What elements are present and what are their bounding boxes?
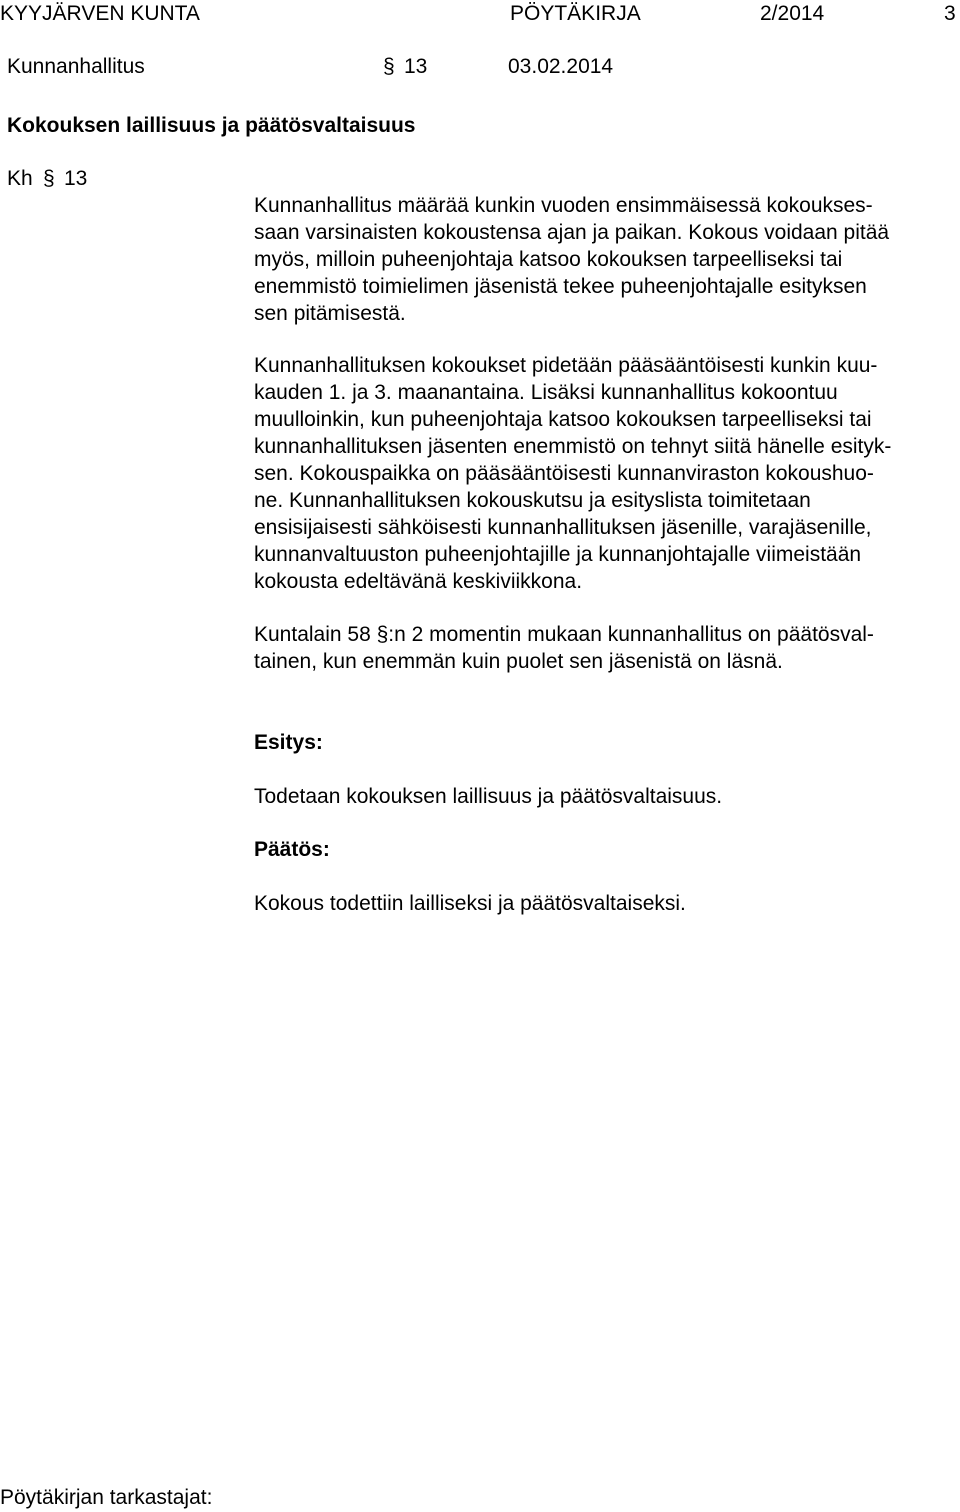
decision-label: Päätös: [254,838,330,861]
section-ref-prefix: Kh [7,167,33,190]
text-line: sen pitämisestä. [254,302,406,325]
text-line: ne. Kunnanhallituksen kokouskutsu ja esityslista toimitetaan [254,489,811,512]
text-line: enemmistö toimielimen jäsenistä tekee puheenjohtajalle esityksen [254,275,867,298]
meeting-body: Kunnanhallitus [7,55,145,78]
paragraph-meeting-schedule [254,192,954,327]
text-line: myös, milloin puheenjohtaja katsoo kokouksen tarpeelliseksi tai [254,248,843,271]
proposal-label: Esitys: [254,731,323,754]
paragraph-quorum [254,621,954,675]
document-type: PÖYTÄKIRJA [510,2,641,25]
paragraph-meeting-practice [254,352,954,595]
text-fragment: :n 2 momentin mukaan kunnanhallitus on päätösval- [388,623,874,646]
section-ref-number: 13 [64,167,88,190]
proposal-text: Todetaan kokouksen laillisuus ja päätösvaltaisuus. [254,785,723,808]
text-line: kunnanvaltuuston puheenjohtajille ja kunnanjohtajalle viimeistään [254,543,862,566]
decision-text: Kokous todettiin lailliseksi ja päätösvaltaiseksi. [254,892,686,915]
section-sign-icon: § [376,623,389,646]
page-number: 3 [944,2,956,25]
section-number: 13 [404,55,428,78]
meeting-date: 03.02.2014 [508,55,614,78]
text-line: muulloinkin, kun puheenjohtaja katsoo kokouksen tarpeelliseksi tai [254,408,872,431]
page-title: Kokouksen laillisuus ja päätösvaltaisuus [7,114,416,137]
text-line: Kunnanhallituksen kokoukset pidetään pääsääntöisesti kunkin kuu- [254,354,878,377]
text-line: kauden 1. ja 3. maanantaina. Lisäksi kunnanhallitus kokoontuu [254,381,838,404]
text-line [254,621,954,648]
municipality-name: KYYJÄRVEN KUNTA [0,2,200,25]
text-line: tainen, kun enemmän kuin puolet sen jäsenistä on läsnä. [254,650,783,673]
text-line: kokousta edeltävänä keskiviikkona. [254,570,583,593]
text-line: sen. Kokouspaikka on pääsääntöisesti kunnanviraston kokoushuo- [254,462,874,485]
text-line: kunnanhallituksen jäsenten enemmistö on tehnyt siitä hänelle esityk- [254,435,892,458]
text-line: saan varsinaisten kokoustensa ajan ja paikan. Kokous voidaan pitää [254,221,890,244]
section-sign-icon: § [43,167,55,190]
text-line: ensisijaisesti sähköisesti kunnanhallituksen jäsenille, varajäsenille, [254,516,872,539]
minutes-checkers-label: Pöytäkirjan tarkastajat: [0,1486,213,1509]
document-number: 2/2014 [760,2,825,25]
section-sign-icon: § [383,55,395,78]
text-fragment: Kuntalain 58 [254,623,371,646]
text-line: Kunnanhallitus määrää kunkin vuoden ensimmäisessä kokoukses- [254,194,873,217]
